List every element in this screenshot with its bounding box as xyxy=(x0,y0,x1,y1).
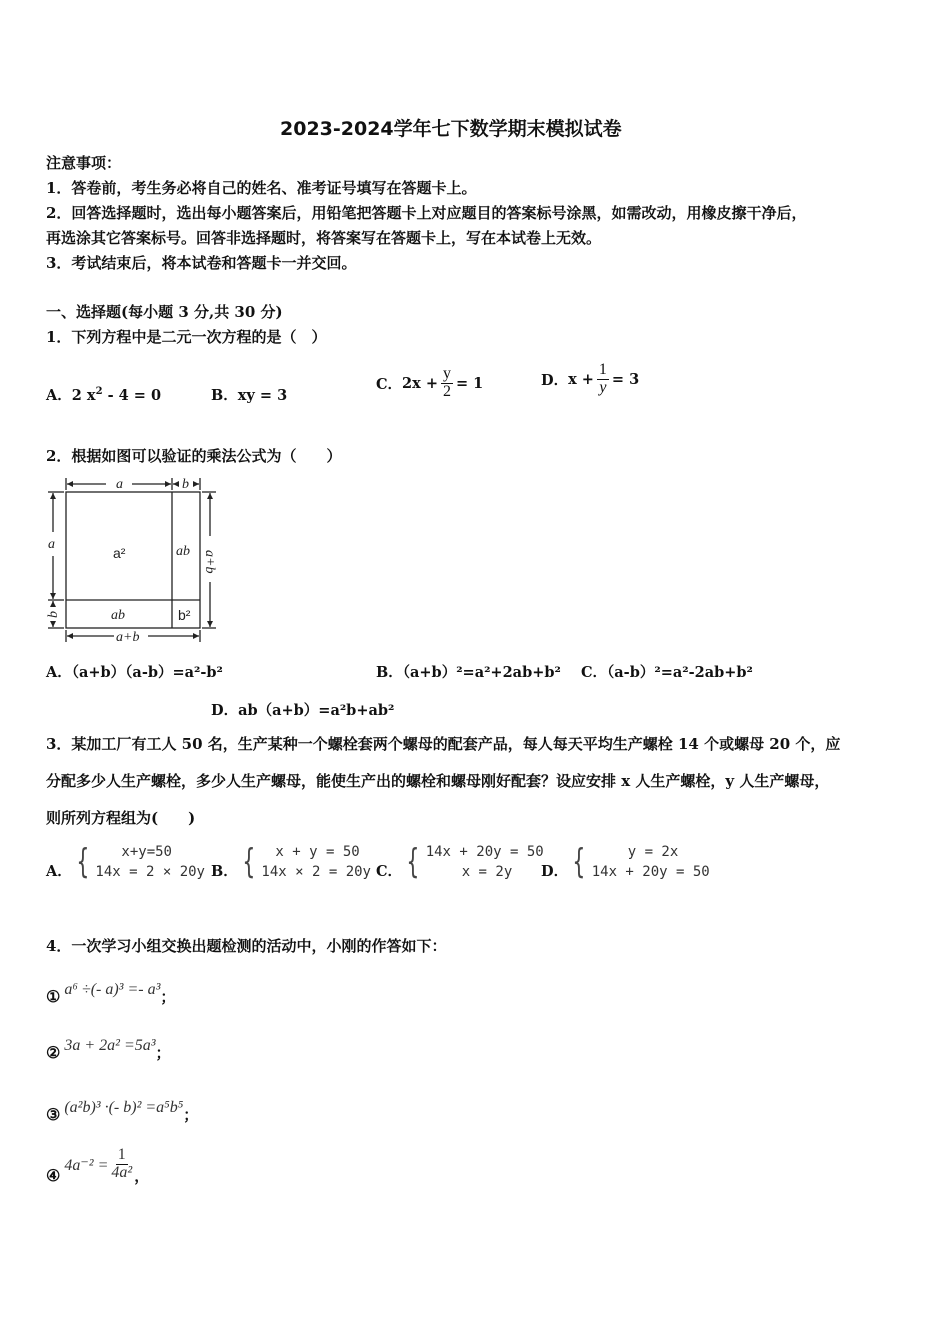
q4-item-4: ④ 4a⁻² = $\frac{1}{\text{4a²}}$ ， xyxy=(46,1146,150,1185)
fig-cell-ab-right: ab xyxy=(176,544,190,559)
q3-option-c: C． { 14x + 20y = 50 x = 2y xyxy=(376,842,544,882)
q2-stem: 2．根据如图可以验证的乘法公式为（ ） xyxy=(46,447,342,465)
notice-item: 再选涂其它答案标号。回答非选择题时，将答案写在答题卡上，写在本试卷上无效。 xyxy=(46,229,602,247)
section-heading: 一、选择题(每小题 3 分,共 30 分) xyxy=(46,303,283,321)
q2-option-a: A．（a+b）（a-b）=a²-b² xyxy=(46,664,223,681)
q1-stem: 1．下列方程中是二元一次方程的是（ ） xyxy=(46,328,327,346)
fig-label-a-plus-b-bottom: a+b xyxy=(116,630,140,645)
q3-stem-line: 3．某加工厂有工人 50 名，生产某种一个螺栓套两个螺母的配套产品，每人每天平均生产螺栓 14 个或螺母 20 个，应 xyxy=(46,735,841,753)
fig-label-b-left: b xyxy=(46,611,61,618)
fig-label-a-left: a xyxy=(48,537,55,552)
q3-option-d: D． { y = 2x 14x + 20y = 50 xyxy=(541,842,710,882)
fig-label-a-plus-b-right: a+b xyxy=(202,550,217,574)
q2-option-b: B．（a+b）²=a²+2ab+b² xyxy=(376,664,561,681)
fig-label-b-top: b xyxy=(182,477,189,492)
q4-stem: 4．一次学习小组交换出题检测的活动中，小刚的作答如下： xyxy=(46,937,447,955)
notice-item: 3．考试结束后，将本试卷和答题卡一并交回。 xyxy=(46,254,357,272)
q4-item-3: ③ (a²b)³ ·(- b)² =a⁵b⁵ ； xyxy=(46,1098,199,1124)
notice-heading: 注意事项： xyxy=(46,154,122,172)
q2-option-d: D．ab（a+b）=a²b+ab² xyxy=(211,702,395,719)
fig-cell-a2: a² xyxy=(113,545,126,561)
notice-item: 2．回答选择题时，选出每小题答案后，用铅笔把答题卡上对应题目的答案标号涂黑，如需改动，用橡皮擦干净后， xyxy=(46,204,807,222)
fig-cell-ab-bottom: ab xyxy=(111,608,125,623)
fig-label-a-top: a xyxy=(116,477,123,492)
q3-stem-line: 则所列方程组为( ) xyxy=(46,809,196,827)
q2-option-c: C．（a-b）²=a²-2ab+b² xyxy=(581,664,753,681)
q1-option-a: A．2 $x^2 - 4 = 0$ xyxy=(46,386,162,404)
fig-cell-b2: b² xyxy=(178,607,191,623)
notice-item: 1．答卷前，考生务必将自己的姓名、准考证号填写在答题卡上。 xyxy=(46,179,477,197)
q4-item-1: ① a⁶ ÷(- a)³ =- a³ ； xyxy=(46,980,176,1006)
q3-option-a: A． { x+y=50 14x = 2 × 20y xyxy=(46,842,205,882)
page-title: 2023-2024学年七下数学期末模拟试卷 xyxy=(280,118,622,140)
q3-option-b: B． { x + y = 50 14x × 2 = 20y xyxy=(211,842,371,882)
q3-stem-line: 分配多少人生产螺栓，多少人生产螺母，能使生产出的螺栓和螺母刚好配套？设应安排 x 人生产螺栓，y 人生产螺母， xyxy=(46,772,830,790)
q1-option-c: C． 2x + $\frac{y}{2}$ = 1 xyxy=(376,365,484,400)
q1-option-d: D． x + $\frac{1}{y}$ = 3 xyxy=(541,361,640,396)
q4-item-2: ② 3a + 2a² =5a³ ； xyxy=(46,1036,171,1062)
q1-option-b: B．xy = 3 xyxy=(211,387,288,404)
square-area-figure xyxy=(44,474,224,646)
